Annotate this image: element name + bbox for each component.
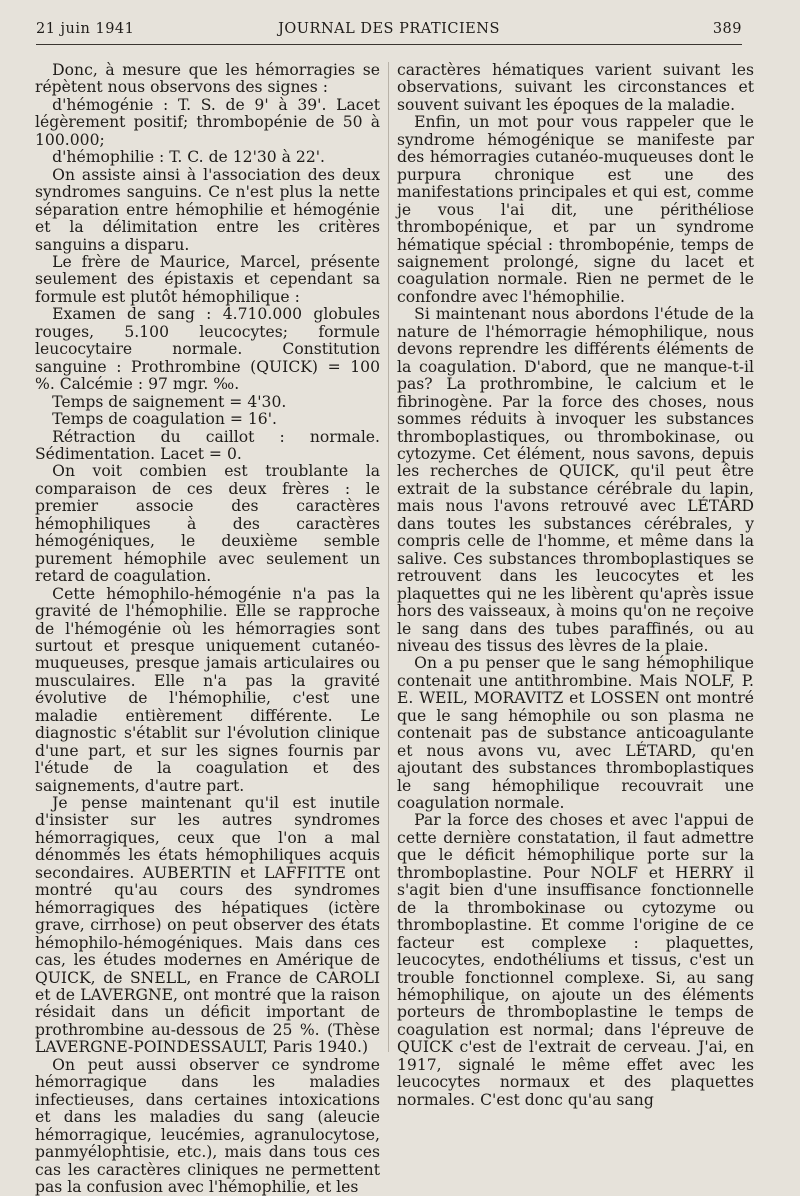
journal-title: JOURNAL DES PRATICIENS (278, 21, 500, 37)
paragraph: On peut aussi observer ce syndrome hémorragique dans les maladies infectieuses, dans certaines intoxications et dans les maladies du sang (aleucie hémorragique, leucémies, agranulocytose, panmyélophtisie, etc.), mais dans tous ces cas les caractères cliniques ne permettent pas la confusion avec l'hémophilie, et les (35, 1055, 380, 1196)
paragraph: Enfin, un mot pour vous rappeler que le syndrome hémogénique se manifeste par des hémorragies cutanéo-muqueuses dont le purpura chronique est une des manifestations principales et qui est, comme je vous l'ai dit, une périthéliose thrombopénique, et par un syndrome hématique spécial : thrombopénie, temps de saignement prolongé, signe du lacet et coagulation normale. Rien ne permet de le confondre avec l'hémophilie. (397, 113, 754, 306)
paragraph: On voit combien est troublante la comparaison de ces deux frères : le premier associe des caractères hémophiliques à des caractères hémogéniques, le deuxième semble purement hémophile avec seulement un retard de coagulation. (35, 462, 380, 586)
left-column (35, 62, 380, 1196)
paragraph: Examen de sang : 4.710.000 globules rouges, 5.100 leucocytes; formule leucocytaire normale. Constitution sanguine : Prothrombine (QUICK) = 100 %. Calcémie : 97 mgr. ‰. (35, 305, 380, 394)
paragraph: Je pense maintenant qu'il est inutile d'insister sur les autres syndromes hémorragiques, ceux que l'on a mal dénommés les états hémophiliques acquis secondaires. AUBERTIN et LAFFITTE ont montré qu'au cours des syndromes hémorragiques des hépatiques (ictère grave, cirrhose) on peut observer des états hémophilo-hémogéniques. Mais dans ces cas, les études modernes en Amérique de QUICK, de SNELL, en France de CAROLI et de LAVERGNE, ont montré que la raison résidait dans un déficit important de prothrombine au-dessous de 25 %. (Thèse LAVERGNE-POINDESSAULT, Paris 1940.) (35, 794, 380, 1057)
paragraph: caractères hématiques varient suivant les observations, suivant les circonstances et souvent suivant les époques de la maladie. (397, 61, 754, 114)
running-header (36, 20, 742, 45)
page-number: 389 (712, 21, 742, 37)
paragraph: Donc, à mesure que les hémorragies se répètent nous observons des signes : (35, 61, 380, 97)
column-divider (388, 62, 389, 1052)
paragraph: d'hémophilie : T. C. de 12'30 à 22'. (52, 148, 326, 167)
paragraph: On a pu penser que le sang hémophilique contenait une antithrombine. Mais NOLF, P. E. WEIL, MORAVITZ et LOSSEN ont montré que le sang hémophile ou son plasma ne contenait pas de substance anticoagulante et nous avons vu, avec LÉTARD, qu'en ajoutant des substances thromboplastiques le sang hémophilique recouvrait une coagulation normale. (397, 654, 754, 813)
paragraph: Rétraction du caillot : normale. Sédimentation. Lacet = 0. (35, 427, 380, 463)
paragraph: Le frère de Maurice, Marcel, présente seulement des épistaxis et cependant sa formule est plutôt hémophilique : (35, 252, 380, 306)
paragraph: On assiste ainsi à l'association des deux syndromes sanguins. Ce n'est plus la nette séparation entre hémophilie et hémogénie et la délimitation entre les critères sanguins a disparu. (35, 165, 380, 254)
paragraph: Temps de saignement = 4'30. (52, 392, 287, 411)
paragraph: Si maintenant nous abordons l'étude de la nature de l'hémorragie hémophilique, nous devons reprendre les différents éléments de la coagulation. D'abord, que ne manque-t-il pas? La prothrombine, le calcium et le fibrinogène. Par la force des choses, nous sommes réduits à invoquer les substances thromboplastiques, ou thrombokinase, ou cytozyme. Cet élément, nous savons, depuis les recherches de QUICK, qu'il peut être extrait de la substance cérébrale du lapin, mais nous l'avons retrouvé avec LÉTARD dans toutes les substances cérébrales, y compris celle de l'homme, et même dans la salive. Ces substances thromboplastiques se retrouvent dans les leucocytes et les plaquettes qui ne les libèrent qu'après issue hors des vaisseaux, à moins qu'on ne reçoive le sang dans des tubes paraffinés, ou au niveau des tissus des lèvres de la plaie. (397, 305, 754, 655)
paragraph: Temps de coagulation = 16'. (52, 410, 277, 429)
paragraph: Cette hémophilo-hémogénie n'a pas la gravité de l'hémophilie. Elle se rapproche de l'hémogénie où les hémorragies sont surtout et presque uniquement cutanéo-muqueuses, presque jamais articulaires ou musculaires. Elle n'a pas la gravité évolutive de l'hémophilie, c'est une maladie entièrement différente. Le diagnostic s'établit sur l'évolution clinique d'une part, et sur les signes fournis par l'étude de la coagulation et des saignements, d'autre part. (35, 584, 380, 795)
header-date: 21 juin 1941 (36, 21, 135, 37)
paragraph: d'hémogénie : T. S. de 9' à 39'. Lacet légèrement positif; thrombopénie de 50 à 100.000; (35, 95, 380, 149)
right-column (397, 62, 754, 1109)
paragraph: Par la force des choses et avec l'appui de cette dernière constatation, il faut admettre que le déficit hémophilique porte sur la thromboplastine. Pour NOLF et HERRY il s'agit bien d'une insuffisance fonctionnelle de la thrombokinase ou cytozyme ou thromboplastine. Et comme l'origine de ce facteur est complexe : plaquettes, leucocytes, endothéliums et tissus, c'est un trouble fonctionnel complexe. Si, au sang hémophilique, on ajoute un des éléments porteurs de thromboplastine le temps de coagulation est normal; dans l'épreuve de QUICK c'est de l'extrait de cerveau. J'ai, en 1917, signalé le même effet avec les leucocytes normaux et des plaquettes normales. C'est donc qu'au sang (397, 811, 754, 1109)
